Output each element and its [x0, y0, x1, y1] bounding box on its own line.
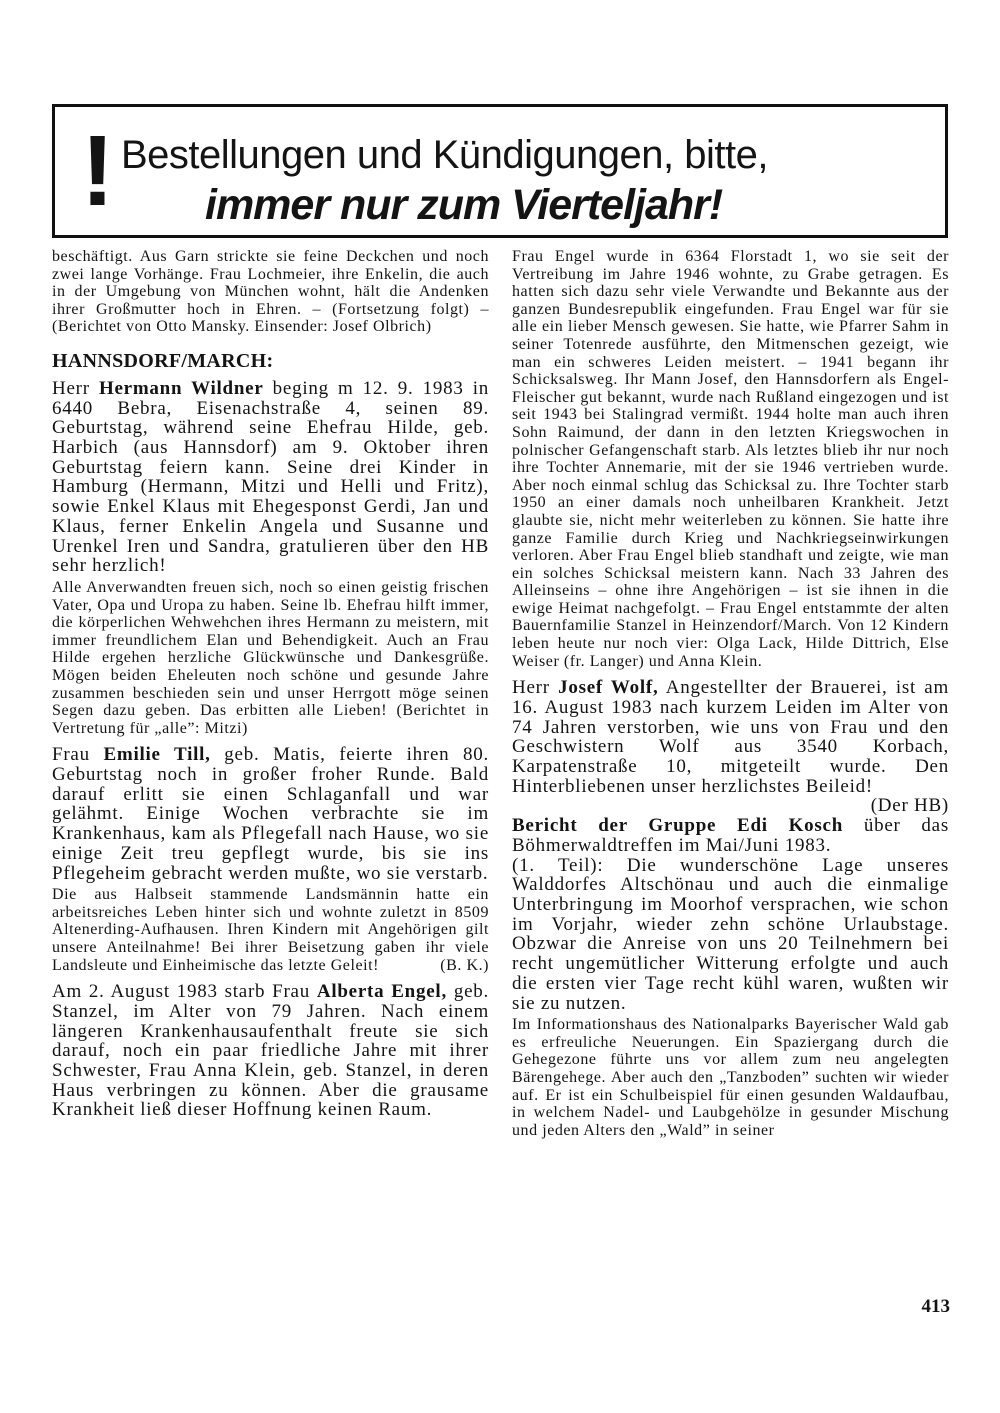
text: über das Böhmerwaldtreffen im Mai/Juni 1983.: [512, 815, 949, 856]
text: Frau: [52, 744, 104, 766]
subscription-notice-box: [52, 104, 948, 238]
text: Herr: [512, 677, 559, 699]
right-column: [512, 248, 949, 1139]
text: geb. Stanzel, im Alter von 79 Jahren. Nach einem längeren Krankenhausaufenthalt freute sie sich darauf, noch ein paar friedliche Jahre mit ihrer Schwester, Frau Anna Klein, geb. Stanzel, in deren Haus verbringen zu können. Aber die grausame Krankheit ließ dieser Hoffnung keinen Raum.: [52, 981, 490, 1121]
article-continuation: beschäftigt. Aus Garn strickte sie feine Deckchen und noch zwei lange Vorhänge. Frau Lochmeier, ihre Enkelin, die auch in der Umgebung von München wohnt, hält die Andenken ihrer Großmutter hoch in Ehren. – (Fortsetzung folgt) – (Berichtet von Otto Mansky. Einsender: Josef Olbrich): [52, 248, 489, 336]
text: geb. Matis, feierte ihren 80. Geburtstag noch in großer froher Runde. Bald darauf erlitt sie einen Schlaganfall und war gelähmt. Einige Wochen verbrachte sie im Krankenhaus, kam als Pflegefall nach Hause, wo sie einige Zeit treu gepflegt wurde, bis sie ins Pflegeheim gebracht werden mußte, wo sie verstarb.: [52, 744, 490, 884]
notice-line-1: Bestellungen und Kündigungen, bitte,: [121, 133, 768, 177]
exclamation-icon: !: [81, 115, 115, 227]
article-kosch-cont: Im Informationshaus des Nationalparks Bayerischer Wald gab es erfreuliche Neuerungen. Ein Spaziergang durch die Gehegezone führte uns vor allem zum neu angelegten Bärengehege. Aber auch den „Tanzboden” suchten wir wieder auf. Er ist ein Schulbeispiel für einen gesunden Waldaufbau, in welchem Nadel- und Laubgehölze in gesunder Mischung und jeden Alters den „Wald” in seiner: [512, 1016, 949, 1139]
article-till-cont: [52, 886, 489, 974]
article-till: [52, 745, 489, 883]
author-signature: (B. K.): [440, 956, 489, 974]
text: Angestellter der Brauerei, ist am 16. August 1983 nach kurzem Leiden im Alter von 74 Jahren verstorben, wie uns von Frau und den Geschwistern Wolf aus 3540 Korbach, Karpatenstraße 10, mitgeteilt wurde. Den Hinterbliebenen unser herzlichstes Beileid!: [512, 677, 950, 797]
text: Am 2. August 1983 starb Frau: [52, 981, 317, 1003]
section-heading: HANNSDORF/MARCH:: [52, 349, 274, 372]
person-name: Alberta Engel,: [316, 981, 447, 1003]
text: beging m 12. 9. 1983 in 6440 Bebra, Eisenachstraße 4, seinen 89. Geburtstag, während seine Ehefrau Hilde, geb. Harbich (aus Hannsdorf) am 9. Oktober ihren Geburtstag feiern kann. Seine drei Kinder in Hamburg (Hermann, Mitzi und Helli und Fritz), sowie Enkel Klaus mit Ehegesponst Gerdi, Jan und Klaus, ferner Enkelin Angela und Susanne und Urenkel Iren und Sandra, gratulieren über den HB sehr herzlich!: [52, 377, 489, 577]
text: Herr: [52, 377, 99, 399]
person-name: Emilie Till,: [103, 744, 211, 766]
left-column: [52, 248, 489, 1120]
author-signature: (Der HB): [870, 795, 949, 817]
group-name: Bericht der Gruppe Edi Kosch: [512, 815, 844, 837]
page-number: 413: [921, 1296, 950, 1317]
person-name: Josef Wolf,: [558, 677, 659, 699]
text: Die aus Halbseit stammende Landsmännin hatte ein arbeitsreiches Leben hinter sich und wohnte zuletzt in 8509 Altenerding-Aufhausen. Ihren Kindern mit Angehörigen gilt unsere Anteilnahme! Bei ihrer Beisetzung gaben ihr viele Landsleute und Einheimische das letzte Geleit!: [52, 886, 489, 974]
notice-line-2: immer nur zum Vierteljahr!: [205, 181, 723, 229]
article-wolf: [512, 677, 950, 817]
person-name: Hermann Wildner: [98, 377, 264, 399]
article-engel: [52, 982, 489, 1120]
article-engel-cont: Frau Engel wurde in 6364 Florstadt 1, wo sie seit der Vertreibung im Jahre 1946 wohnte, zu Grabe getragen. Es hatten sich dazu sehr viele Verwandte und Bekannte aus der ganzen Bundesrepublik eingefunden. Frau Engel war für sie alle ein lieber Mensch gewesen. Sie hatte, wie Pfarrer Sahm in seiner Totenrede ausführte, den Mitmenschen gezeigt, wie man ein schweres Leiden meistert. – 1941 begann ihr Schicksalsweg. Ihr Mann Josef, den Hannsdorfern als Engel-Fleischer gut bekannt, wurde nach Rußland eingezogen und ist seit 1943 bei Stalingrad vermißt. 1944 holte man auch ihren Sohn Raimund, der dann in den letzten Kriegswochen in polnischer Gefangenschaft starb. Als letztes blieb ihr nur noch ihre Tochter Annemarie, mit der sie 1946 vertrieben wurde. Aber noch einmal schlug das Schicksal zu. Ihre Tochter starb 1950 an einer damals noch unheilbaren Krankheit. Jetzt glaubte sie, nicht mehr weiterleben zu können. Sie hatte ihre ganze Familie durch Krieg und Nachkriegseinwirkungen verloren. Aber Frau Engel blieb standhaft und zeigte, wie man ein solches Schicksal meistern kann. Nach 33 Jahren des Alleinseins – ohne ihre Angehörigen – ist sie ihnen in die ewige Heimat nachgefolgt. – Frau Engel entstammte der alten Bauernfamilie Stanzel in Heinzendorf/March. Von 12 Kindern leben heute nur noch vier: Olga Lack, Hilde Dittrich, Else Weiser (fr. Langer) und Anna Klein.: [512, 248, 949, 670]
article-wildner: [52, 379, 489, 576]
article-wildner-cont: Alle Anverwandten freuen sich, noch so einen geistig frischen Vater, Opa und Uropa zu haben. Seine lb. Ehefrau hilft immer, die körperlichen Wehwehchen ihres Hermann zu meistern, mit immer freundlichem Elan und Behendigkeit. Auch an Frau Hilde ergehen herzliche Glückwünsche und Dankesgrüße. Mögen beiden Eheleuten noch schöne und gesunde Jahre zusammen beschieden sein und unser Herrgott möge seinen Segen dazu geben. Das erbitten alle Lieben! (Berichtet in Vertretung für „alle”: Mitzi): [52, 579, 489, 737]
article-kosch: (1. Teil): Die wunderschöne Lage unseres Walddorfes Altschönau und auch die einmalige Unterbringung im Moorhof versprachen, wie schon im Vorjahr, wieder zehn schöne Urlaubstage. Obzwar die Anreise von uns 20 Teilnehmern bei recht ungemütlicher Witterung erfolgte und auch die ersten vier Tage recht kühl waren, wußten wir sie zu nutzen.: [512, 854, 949, 1014]
article-kosch-title: [512, 816, 949, 855]
